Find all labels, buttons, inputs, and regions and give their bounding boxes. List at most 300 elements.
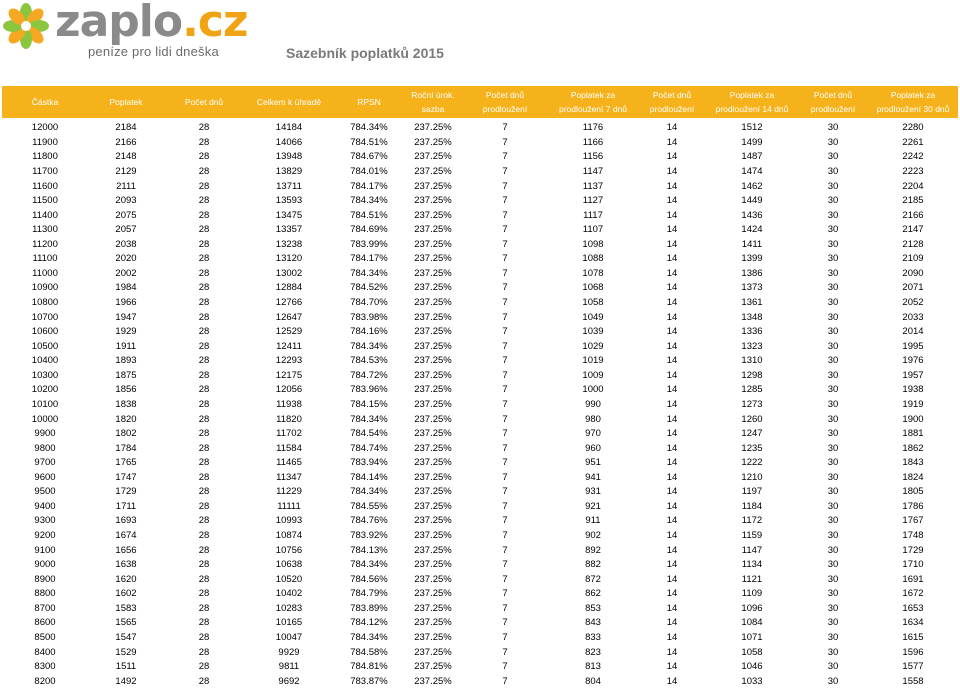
table-cell: 2020	[115, 253, 137, 265]
table-cell: 1512	[741, 122, 763, 134]
table-cell: 951	[585, 457, 601, 469]
table-cell: 11700	[32, 165, 58, 177]
table-cell: 1893	[115, 355, 137, 367]
table-cell: 28	[198, 297, 210, 309]
table-cell: 14	[666, 369, 678, 381]
table-cell: 1862	[902, 442, 924, 454]
table-cell: 14	[666, 136, 678, 148]
table-cell: 1273	[741, 398, 763, 410]
table-cell: 30	[827, 369, 839, 381]
flower-logo-icon	[2, 2, 50, 50]
table-cell: 1049	[582, 311, 604, 323]
table-cell: 1805	[902, 486, 924, 498]
table-cell: 784.67%	[350, 151, 388, 163]
table-cell: 2033	[902, 311, 924, 323]
column-header: Poplatek za prodloužení 14 dnů	[706, 86, 798, 118]
table-cell: 1784	[115, 442, 137, 454]
table-cell: 30	[827, 151, 839, 163]
table-row	[2, 310, 958, 325]
table-cell: 28	[198, 398, 210, 410]
table-cell: 1856	[115, 384, 137, 396]
table-cell: 28	[198, 675, 210, 687]
table-cell: 10000	[31, 413, 59, 425]
table-cell: 872	[585, 573, 601, 585]
table-cell: 1166	[582, 136, 604, 148]
table-cell: 30	[827, 209, 839, 221]
table-cell: 237.25%	[414, 253, 452, 265]
table-cell: 28	[198, 165, 210, 177]
table-cell: 892	[585, 544, 601, 556]
table-cell: 14	[666, 238, 678, 250]
table-cell: 11465	[276, 457, 302, 469]
table-cell: 2280	[902, 122, 924, 134]
table-row	[2, 354, 958, 369]
table-cell: 813	[585, 661, 601, 673]
table-cell: 14	[666, 384, 678, 396]
table-cell: 12293	[275, 355, 303, 367]
table-cell: 28	[198, 224, 210, 236]
table-cell: 1039	[582, 326, 604, 338]
table-cell: 1596	[902, 646, 924, 658]
table-row	[2, 514, 958, 529]
table-cell: 1947	[115, 311, 137, 323]
table-cell: 11347	[276, 471, 302, 483]
table-cell: 783.99%	[350, 238, 388, 250]
brand-tagline: peníze pro lidi dneška	[88, 44, 219, 59]
table-row	[2, 602, 958, 617]
table-cell: 1838	[115, 398, 137, 410]
table-cell: 28	[198, 631, 210, 643]
table-cell: 11600	[32, 180, 58, 192]
table-cell: 8800	[34, 588, 56, 600]
table-cell: 8700	[34, 602, 56, 614]
table-cell: 784.56%	[350, 573, 388, 585]
table-cell: 237.25%	[414, 500, 452, 512]
table-cell: 2109	[902, 253, 924, 265]
table-row	[2, 194, 958, 209]
table-cell: 14	[666, 573, 678, 585]
table-cell: 30	[827, 530, 839, 542]
table-cell: 7	[502, 559, 508, 571]
table-row	[2, 529, 958, 544]
table-cell: 30	[827, 398, 839, 410]
table-cell: 2014	[902, 326, 924, 338]
brand-name-domain: .cz	[182, 0, 248, 47]
table-cell: 1710	[902, 559, 924, 571]
table-cell: 10993	[275, 515, 303, 527]
table-cell: 14	[666, 398, 678, 410]
table-cell: 1147	[741, 544, 763, 556]
table-cell: 1127	[582, 195, 604, 207]
table-cell: 30	[827, 602, 839, 614]
table-cell: 784.72%	[350, 369, 388, 381]
table-cell: 1748	[902, 530, 924, 542]
table-cell: 1117	[583, 209, 603, 221]
table-cell: 1348	[741, 311, 763, 323]
table-cell: 2075	[115, 209, 137, 221]
table-cell: 7	[502, 224, 508, 236]
table-cell: 237.25%	[414, 559, 452, 571]
table-cell: 14	[666, 326, 678, 338]
table-cell: 1184	[741, 500, 763, 512]
table-row	[2, 296, 958, 311]
table-cell: 30	[827, 631, 839, 643]
table-cell: 7	[502, 238, 508, 250]
table-row	[2, 645, 958, 660]
table-cell: 1976	[902, 355, 924, 367]
table-cell: 7	[502, 326, 508, 338]
table-cell: 14	[666, 646, 678, 658]
table-cell: 1620	[115, 573, 137, 585]
table-cell: 1386	[741, 267, 763, 279]
table-cell: 784.34%	[350, 631, 388, 643]
table-cell: 784.14%	[350, 471, 388, 483]
table-cell: 1919	[902, 398, 924, 410]
table-cell: 1098	[582, 238, 604, 250]
table-cell: 8900	[34, 573, 56, 585]
table-cell: 862	[585, 588, 601, 600]
table-cell: 7	[502, 282, 508, 294]
table-row	[2, 208, 958, 223]
table-cell: 9300	[34, 515, 56, 527]
table-cell: 14	[666, 486, 678, 498]
table-cell: 28	[198, 544, 210, 556]
table-cell: 9200	[34, 530, 56, 542]
table-cell: 784.34%	[350, 122, 388, 134]
table-cell: 1843	[902, 457, 924, 469]
table-cell: 30	[827, 355, 839, 367]
table-cell: 784.79%	[350, 588, 388, 600]
table-cell: 28	[198, 442, 210, 454]
table-cell: 2052	[902, 297, 924, 309]
table-cell: 237.25%	[414, 224, 452, 236]
table-cell: 13238	[275, 238, 303, 250]
table-row	[2, 398, 958, 413]
table-cell: 1068	[582, 282, 604, 294]
table-cell: 7	[502, 500, 508, 512]
table-cell: 10520	[275, 573, 303, 585]
table-cell: 1159	[741, 530, 763, 542]
table-row	[2, 412, 958, 427]
table-cell: 1019	[582, 355, 604, 367]
table-cell: 14	[666, 675, 678, 687]
table-cell: 237.25%	[414, 355, 452, 367]
table-cell: 28	[198, 646, 210, 658]
table-cell: 941	[585, 471, 601, 483]
table-cell: 1411	[741, 238, 763, 250]
table-cell: 11702	[276, 428, 302, 440]
table-cell: 10756	[275, 544, 303, 556]
table-cell: 9800	[34, 442, 56, 454]
table-row	[2, 471, 958, 486]
table-cell: 13948	[275, 151, 303, 163]
table-cell: 7	[502, 297, 508, 309]
table-cell: 1900	[902, 413, 924, 425]
table-cell: 1033	[741, 675, 763, 687]
table-cell: 13829	[275, 165, 303, 177]
table-cell: 28	[198, 661, 210, 673]
table-cell: 1137	[582, 180, 604, 192]
table-cell: 14	[666, 457, 678, 469]
table-cell: 1729	[902, 544, 924, 556]
table-cell: 784.51%	[350, 209, 388, 221]
table-cell: 7	[502, 573, 508, 585]
table-cell: 2128	[902, 238, 924, 250]
table-cell: 11111	[277, 500, 301, 512]
table-cell: 14	[666, 340, 678, 352]
table-cell: 1911	[115, 340, 137, 352]
table-cell: 784.34%	[350, 559, 388, 571]
table-cell: 30	[827, 136, 839, 148]
table-cell: 1285	[741, 384, 763, 396]
column-header: Počet dnů	[164, 86, 244, 118]
table-cell: 9400	[34, 500, 56, 512]
table-cell: 1096	[741, 602, 763, 614]
table-cell: 1176	[582, 122, 604, 134]
table-cell: 1602	[115, 588, 137, 600]
table-row	[2, 441, 958, 456]
table-cell: 28	[198, 122, 210, 134]
table-cell: 237.25%	[414, 428, 452, 440]
table-cell: 14	[666, 209, 678, 221]
table-row	[2, 339, 958, 354]
table-cell: 14	[666, 530, 678, 542]
table-cell: 1323	[741, 340, 763, 352]
table-cell: 9600	[34, 471, 56, 483]
table-cell: 1336	[741, 326, 763, 338]
table-cell: 1449	[741, 195, 763, 207]
table-cell: 28	[198, 384, 210, 396]
table-cell: 28	[198, 559, 210, 571]
table-cell: 30	[827, 340, 839, 352]
table-cell: 237.25%	[414, 646, 452, 658]
table-cell: 12884	[275, 282, 303, 294]
table-row	[2, 500, 958, 515]
table-cell: 783.92%	[350, 530, 388, 542]
table-cell: 1197	[741, 486, 763, 498]
table-cell: 1029	[582, 340, 604, 352]
table-cell: 1747	[115, 471, 137, 483]
table-cell: 784.52%	[350, 282, 388, 294]
table-cell: 28	[198, 326, 210, 338]
table-cell: 14	[666, 180, 678, 192]
table-cell: 7	[502, 122, 508, 134]
table-cell: 14	[666, 253, 678, 265]
table-cell: 1462	[741, 180, 763, 192]
table-cell: 833	[585, 631, 601, 643]
table-cell: 7	[502, 486, 508, 498]
table-cell: 14	[666, 413, 678, 425]
table-cell: 237.25%	[414, 165, 452, 177]
table-cell: 7	[502, 195, 508, 207]
table-cell: 823	[585, 646, 601, 658]
table-cell: 783.94%	[350, 457, 388, 469]
table-cell: 237.25%	[414, 573, 452, 585]
table-cell: 784.54%	[350, 428, 388, 440]
table-cell: 2204	[902, 180, 924, 192]
table-cell: 10638	[275, 559, 303, 571]
table-cell: 28	[198, 486, 210, 498]
table-cell: 237.25%	[414, 398, 452, 410]
table-row	[2, 587, 958, 602]
table-cell: 237.25%	[414, 151, 452, 163]
table-cell: 7	[502, 442, 508, 454]
table-cell: 10200	[31, 384, 59, 396]
table-row	[2, 281, 958, 296]
table-cell: 237.25%	[414, 369, 452, 381]
table-cell: 2002	[115, 267, 137, 279]
table-cell: 30	[827, 311, 839, 323]
table-cell: 1260	[741, 413, 763, 425]
table-cell: 7	[502, 355, 508, 367]
table-cell: 960	[585, 442, 601, 454]
table-cell: 1881	[902, 428, 924, 440]
table-cell: 28	[198, 340, 210, 352]
table-cell: 8400	[34, 646, 56, 658]
table-cell: 14	[666, 661, 678, 673]
table-cell: 30	[827, 471, 839, 483]
table-cell: 14	[666, 617, 678, 629]
table-cell: 7	[502, 180, 508, 192]
table-cell: 14	[666, 282, 678, 294]
table-cell: 784.34%	[350, 267, 388, 279]
table-cell: 1615	[902, 631, 924, 643]
table-cell: 7	[502, 398, 508, 410]
table-cell: 30	[827, 253, 839, 265]
brand-logo[interactable]	[0, 0, 300, 66]
table-cell: 980	[585, 413, 601, 425]
table-cell: 7	[502, 311, 508, 323]
table-cell: 784.17%	[350, 180, 388, 192]
table-cell: 931	[585, 486, 601, 498]
table-cell: 11800	[32, 151, 58, 163]
table-cell: 10874	[275, 530, 303, 542]
table-cell: 14	[666, 544, 678, 556]
table-cell: 7	[502, 661, 508, 673]
table-cell: 7	[502, 515, 508, 527]
table-cell: 30	[827, 428, 839, 440]
table-cell: 237.25%	[414, 588, 452, 600]
table-cell: 1672	[902, 588, 924, 600]
table-cell: 7	[502, 165, 508, 177]
table-row	[2, 558, 958, 573]
table-cell: 1875	[115, 369, 137, 381]
table-row	[2, 238, 958, 253]
table-cell: 237.25%	[414, 544, 452, 556]
table-cell: 783.98%	[350, 311, 388, 323]
table-cell: 1565	[115, 617, 137, 629]
table-cell: 237.25%	[414, 486, 452, 498]
table-cell: 14	[666, 165, 678, 177]
table-cell: 28	[198, 428, 210, 440]
table-cell: 783.96%	[350, 384, 388, 396]
table-cell: 1691	[902, 573, 924, 585]
table-cell: 11200	[32, 238, 58, 250]
table-header-row	[2, 86, 958, 118]
table-row	[2, 179, 958, 194]
table-cell: 30	[827, 384, 839, 396]
table-cell: 10500	[31, 340, 59, 352]
table-cell: 7	[502, 457, 508, 469]
table-cell: 28	[198, 457, 210, 469]
table-row	[2, 136, 958, 151]
table-cell: 2093	[115, 195, 137, 207]
table-cell: 921	[585, 500, 601, 512]
table-row	[2, 543, 958, 558]
table-cell: 28	[198, 617, 210, 629]
table-cell: 2148	[115, 151, 137, 163]
table-cell: 12766	[275, 297, 303, 309]
table-cell: 28	[198, 311, 210, 323]
table-cell: 30	[827, 544, 839, 556]
table-cell: 237.25%	[414, 661, 452, 673]
table-cell: 11300	[32, 224, 58, 236]
table-cell: 2090	[902, 267, 924, 279]
table-cell: 9692	[278, 675, 300, 687]
table-cell: 14	[666, 602, 678, 614]
table-cell: 1786	[902, 500, 924, 512]
table-cell: 14	[666, 355, 678, 367]
table-cell: 13711	[276, 180, 302, 192]
table-cell: 1361	[741, 297, 763, 309]
table-cell: 1210	[741, 471, 763, 483]
column-header: Počet dnů prodloužení	[798, 86, 868, 118]
table-cell: 13002	[275, 267, 303, 279]
table-cell: 14184	[275, 122, 303, 134]
table-cell: 784.34%	[350, 195, 388, 207]
table-cell: 1802	[115, 428, 137, 440]
table-cell: 14066	[275, 136, 303, 148]
table-row	[2, 660, 958, 675]
table-cell: 11400	[32, 209, 58, 221]
table-cell: 237.25%	[414, 631, 452, 643]
table-cell: 28	[198, 209, 210, 221]
table-cell: 7	[502, 136, 508, 148]
table-cell: 1172	[741, 515, 763, 527]
table-cell: 237.25%	[414, 326, 452, 338]
table-row	[2, 427, 958, 442]
document-title: Sazebník poplatků 2015	[286, 45, 444, 61]
table-cell: 237.25%	[414, 442, 452, 454]
table-cell: 237.25%	[414, 340, 452, 352]
table-cell: 1558	[902, 675, 924, 687]
table-cell: 853	[585, 602, 601, 614]
table-cell: 28	[198, 369, 210, 381]
table-cell: 7	[502, 253, 508, 265]
table-cell: 7	[502, 544, 508, 556]
table-cell: 28	[198, 515, 210, 527]
table-cell: 1499	[741, 136, 763, 148]
table-cell: 237.25%	[414, 209, 452, 221]
table-cell: 7	[502, 646, 508, 658]
table-cell: 882	[585, 559, 601, 571]
table-cell: 2129	[115, 165, 137, 177]
table-cell: 784.51%	[350, 136, 388, 148]
table-cell: 28	[198, 355, 210, 367]
table-row	[2, 616, 958, 631]
table-cell: 7	[502, 340, 508, 352]
table-cell: 10700	[31, 311, 59, 323]
table-cell: 14	[666, 515, 678, 527]
table-cell: 14	[666, 151, 678, 163]
table-cell: 9700	[34, 457, 56, 469]
table-cell: 30	[827, 165, 839, 177]
table-cell: 237.25%	[414, 180, 452, 192]
table-cell: 30	[827, 457, 839, 469]
table-cell: 14	[666, 471, 678, 483]
table-body	[2, 118, 958, 689]
table-cell: 784.69%	[350, 224, 388, 236]
